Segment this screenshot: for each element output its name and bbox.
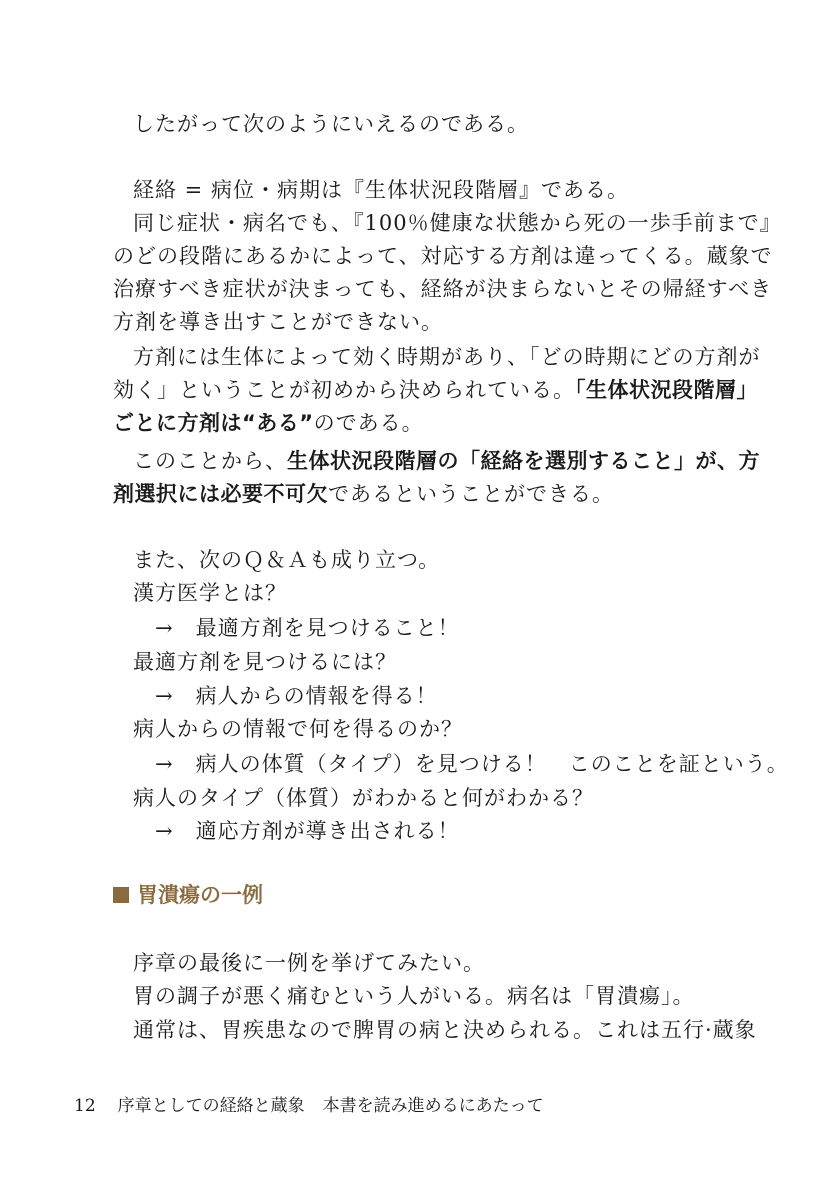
qa-answer: [155, 748, 789, 780]
chapter-title: 序章としての経絡と蔵象: [117, 1096, 305, 1116]
qa-intro: また、次のＱ＆Ａも成り立つ。: [133, 548, 441, 572]
arrow-icon: →: [155, 684, 174, 708]
arrow-icon: →: [155, 752, 174, 776]
paragraph-line: 胃の調子が悪く痛むという人がいる。病名は「胃潰瘍」。: [133, 984, 695, 1008]
emphasis-text: 剤選択には必要不可欠: [113, 482, 328, 506]
arrow-icon: →: [155, 616, 174, 640]
answer-text: 適応方剤が導き出される！: [195, 819, 460, 843]
paragraph-line: 経絡 = 病位・病期は『生体状況段階層』である。: [133, 178, 629, 202]
paragraph-line: したがって次のようにいえるのである。: [133, 112, 529, 136]
text-span: 効く」ということが初めから決められている。: [113, 378, 575, 402]
qa-answer: [155, 612, 755, 644]
answer-text: 病人の体質（タイプ）を見つける！ このことを証という。: [195, 752, 789, 776]
qa-question: 最適方剤を見つけるには？: [133, 650, 397, 674]
paragraph-line: 序章の最後に一例を挙げてみたい。: [133, 951, 485, 975]
paragraph-line: [133, 445, 760, 477]
paragraph-line: 治療すべき症状が決まっても、経絡が決まらないとその帰経すべき: [113, 277, 773, 301]
qa-answer: [155, 680, 755, 712]
page-footer: [74, 1094, 544, 1118]
paragraph-line: [113, 478, 713, 510]
text-span: このことから、: [133, 449, 287, 473]
paragraph-line: [113, 374, 758, 406]
section-heading: [113, 880, 263, 910]
answer-text: 病人からの情報を得る！: [195, 684, 438, 708]
paragraph-line: のどの段階にあるかによって、対応する方剤は違ってくる。蔵象で: [113, 244, 773, 268]
qa-question: 病人のタイプ（体質）がわかると何がわかる？: [133, 786, 594, 810]
paragraph-line: 通常は、胃疾患なので脾胃の病と決められる。これは五行·蔵象: [133, 1018, 757, 1042]
emphasis-text: ごとに方剤は“ある”: [113, 411, 314, 435]
chapter-subtitle: 本書を読み進めるにあたって: [322, 1096, 544, 1116]
paragraph-line: 方剤を導き出すことができない。: [113, 310, 443, 334]
qa-question: 病人からの情報で何を得るのか？: [133, 717, 463, 741]
paragraph-line: 同じ症状・病名でも、『100％健康な状態から死の一歩手前まで』: [133, 211, 782, 235]
section-heading-text: 胃潰瘍の一例: [137, 883, 263, 907]
emphasis-text: 「生体状況段階層」: [575, 378, 758, 402]
paragraph-line: 方剤には生体によって効く時期があり、「どの時期にどの方剤が: [133, 345, 761, 369]
qa-answer: [155, 815, 755, 847]
paragraph-line: [113, 407, 713, 439]
arrow-icon: →: [155, 819, 174, 843]
text-span: であるということができる。: [328, 482, 614, 506]
text-span: のである。: [313, 411, 424, 435]
emphasis-text: 生体状況段階層の「経絡を選別すること」が、方: [287, 449, 760, 473]
page-number: 12: [74, 1096, 96, 1116]
qa-question: 漢方医学とは？: [133, 581, 287, 605]
answer-text: 最適方剤を見つけること！: [195, 616, 460, 640]
square-bullet-icon: [113, 887, 129, 903]
